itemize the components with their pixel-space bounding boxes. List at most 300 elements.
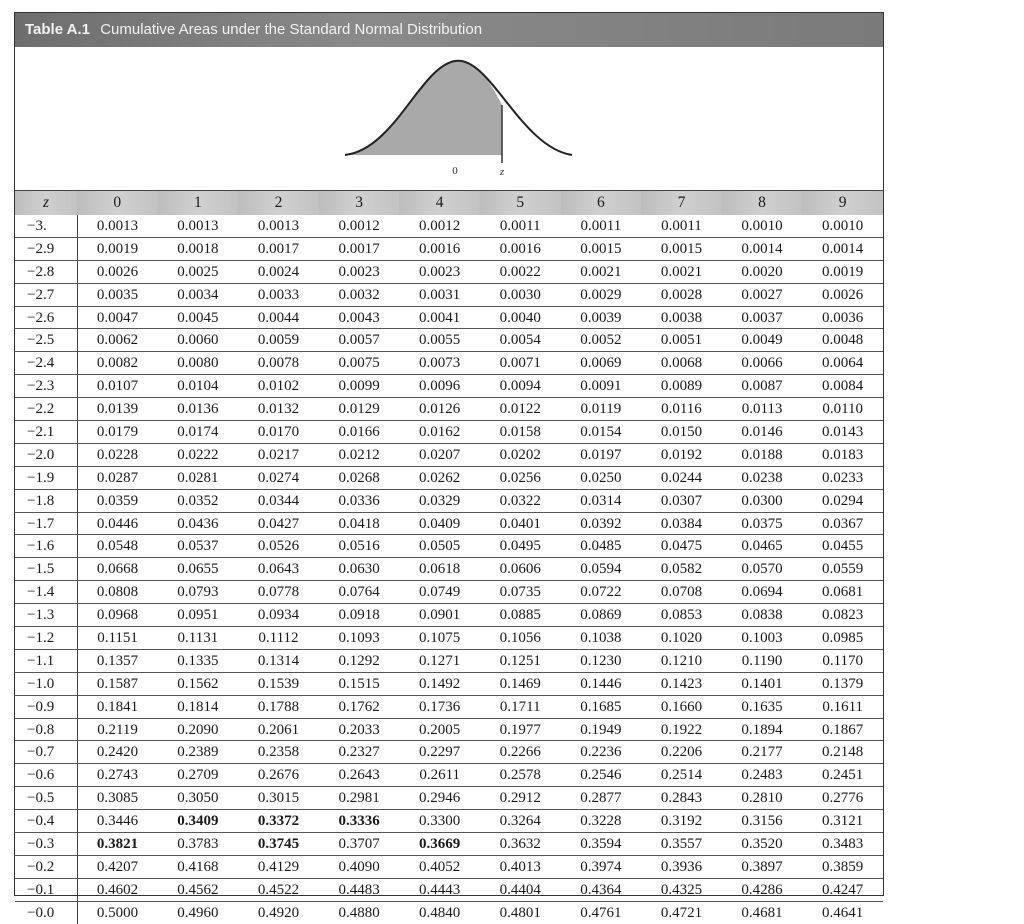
probability-cell: 0.0116 (641, 398, 722, 421)
probability-cell: 0.2578 (480, 764, 561, 787)
column-header-0: 0 (77, 191, 158, 215)
probability-cell: 0.4286 (722, 878, 803, 901)
probability-cell: 0.3372 (238, 810, 319, 833)
probability-cell: 0.1788 (238, 695, 319, 718)
probability-cell: 0.0367 (802, 512, 883, 535)
probability-cell: 0.0044 (238, 306, 319, 329)
probability-cell: 0.1003 (722, 627, 803, 650)
probability-cell: 0.0233 (802, 466, 883, 489)
probability-cell: 0.0060 (158, 329, 239, 352)
probability-cell: 0.2877 (561, 787, 642, 810)
probability-cell: 0.0099 (319, 375, 400, 398)
probability-cell: 0.0778 (238, 581, 319, 604)
z-value-cell: −2.8 (15, 260, 77, 283)
probability-cell: 0.3821 (77, 833, 158, 856)
probability-cell: 0.0011 (480, 215, 561, 237)
probability-cell: 0.0838 (722, 604, 803, 627)
probability-cell: 0.0013 (238, 215, 319, 237)
probability-cell: 0.0749 (399, 581, 480, 604)
probability-cell: 0.0028 (641, 283, 722, 306)
probability-cell: 0.0015 (561, 237, 642, 260)
probability-cell: 0.0010 (722, 215, 803, 237)
normal-curve-diagram (15, 47, 882, 190)
probability-cell: 0.0012 (399, 215, 480, 237)
probability-cell: 0.0694 (722, 581, 803, 604)
probability-cell: 0.3483 (802, 833, 883, 856)
column-header-4: 4 (399, 191, 480, 215)
z-value-cell: −0.9 (15, 695, 77, 718)
probability-cell: 0.0537 (158, 535, 239, 558)
column-header-1: 1 (158, 191, 239, 215)
probability-cell: 0.0548 (77, 535, 158, 558)
probability-cell: 0.0281 (158, 466, 239, 489)
zero-axis-label: 0 (452, 165, 458, 177)
probability-cell: 0.2981 (319, 787, 400, 810)
probability-cell: 0.1867 (802, 718, 883, 741)
probability-cell: 0.0150 (641, 421, 722, 444)
probability-cell: 0.4522 (238, 878, 319, 901)
probability-cell: 0.1660 (641, 695, 722, 718)
probability-cell: 0.2389 (158, 741, 239, 764)
table-row (15, 466, 883, 489)
normal-table (15, 191, 883, 924)
z-value-cell: −1.4 (15, 581, 77, 604)
probability-cell: 0.0048 (802, 329, 883, 352)
probability-cell: 0.2327 (319, 741, 400, 764)
probability-cell: 0.3264 (480, 810, 561, 833)
probability-cell: 0.0012 (319, 215, 400, 237)
probability-cell: 0.1292 (319, 649, 400, 672)
table-row (15, 329, 883, 352)
probability-cell: 0.3192 (641, 810, 722, 833)
probability-cell: 0.4129 (238, 855, 319, 878)
probability-cell: 0.0401 (480, 512, 561, 535)
probability-cell: 0.0329 (399, 489, 480, 512)
probability-cell: 0.0049 (722, 329, 803, 352)
probability-cell: 0.0078 (238, 352, 319, 375)
column-header-7: 7 (641, 191, 722, 215)
probability-cell: 0.1170 (802, 649, 883, 672)
probability-cell: 0.2420 (77, 741, 158, 764)
probability-cell: 0.0091 (561, 375, 642, 398)
probability-cell: 0.0307 (641, 489, 722, 512)
probability-cell: 0.0485 (561, 535, 642, 558)
probability-cell: 0.2236 (561, 741, 642, 764)
probability-cell: 0.0087 (722, 375, 803, 398)
probability-cell: 0.0062 (77, 329, 158, 352)
probability-cell: 0.4761 (580, 904, 622, 921)
probability-cell: 0.0764 (319, 581, 400, 604)
z-value-cell: −0.8 (15, 718, 77, 741)
probability-cell: 0.0475 (641, 535, 722, 558)
table-row (15, 855, 883, 878)
table-row (15, 535, 883, 558)
probability-cell: 0.4325 (641, 878, 722, 901)
probability-cell: 0.0170 (238, 421, 319, 444)
table-row (15, 810, 883, 833)
probability-cell: 0.1711 (480, 695, 561, 718)
probability-cell: 0.1762 (319, 695, 400, 718)
probability-cell: 0.0036 (802, 306, 883, 329)
table-row (15, 260, 883, 283)
probability-cell: 0.0708 (641, 581, 722, 604)
probability-cell: 0.1611 (802, 695, 883, 718)
table-row (15, 512, 883, 535)
probability-cell: 0.0455 (802, 535, 883, 558)
probability-cell: 0.1736 (399, 695, 480, 718)
probability-cell: 0.0238 (722, 466, 803, 489)
probability-cell: 0.3859 (802, 855, 883, 878)
probability-cell: 0.0968 (77, 604, 158, 627)
probability-cell: 0.1539 (238, 672, 319, 695)
table-row (15, 672, 883, 695)
probability-cell: 0.0183 (802, 443, 883, 466)
probability-cell: 0.0139 (77, 398, 158, 421)
z-value-cell: −0.1 (15, 878, 77, 901)
probability-cell: 0.1469 (480, 672, 561, 695)
probability-cell: 0.4090 (319, 855, 400, 878)
probability-cell: 0.0119 (561, 398, 642, 421)
z-value-cell: −0.3 (15, 833, 77, 856)
probability-cell: 0.3520 (722, 833, 803, 856)
probability-cell: 0.0082 (77, 352, 158, 375)
probability-cell: 0.0126 (399, 398, 480, 421)
probability-cell: 0.1056 (480, 627, 561, 650)
probability-cell: 0.0793 (158, 581, 239, 604)
probability-cell: 0.1075 (399, 627, 480, 650)
probability-cell: 0.0207 (399, 443, 480, 466)
table-row (15, 627, 883, 650)
probability-cell: 0.3085 (77, 787, 158, 810)
probability-cell: 0.1515 (319, 672, 400, 695)
probability-cell: 0.3300 (399, 810, 480, 833)
probability-cell: 0.0027 (722, 283, 803, 306)
probability-cell: 0.0154 (561, 421, 642, 444)
probability-cell: 0.0222 (158, 443, 239, 466)
probability-cell: 0.0014 (722, 237, 803, 260)
probability-cell: 0.0080 (158, 352, 239, 375)
probability-cell: 0.4168 (158, 855, 239, 878)
table-row (15, 283, 883, 306)
probability-cell: 0.0073 (399, 352, 480, 375)
probability-cell: 0.0015 (641, 237, 722, 260)
probability-cell: 0.1131 (158, 627, 239, 650)
probability-cell: 0.0418 (319, 512, 400, 535)
z-value-cell: −1.9 (15, 466, 77, 489)
probability-cell: 0.2206 (641, 741, 722, 764)
z-value-cell: −2.9 (15, 237, 77, 260)
probability-cell: 0.2676 (238, 764, 319, 787)
table-title: Cumulative Areas under the Standard Normal Distribution (100, 21, 483, 38)
z-value-cell: −1.5 (15, 558, 77, 581)
probability-cell: 0.2776 (802, 787, 883, 810)
probability-cell: 0.0110 (802, 398, 883, 421)
probability-cell: 0.0113 (722, 398, 803, 421)
probability-cell: 0.0465 (722, 535, 803, 558)
probability-cell: 0.0268 (319, 466, 400, 489)
probability-cell: 0.0174 (158, 421, 239, 444)
probability-cell: 0.4681 (741, 904, 783, 921)
table-row (15, 398, 883, 421)
probability-cell: 0.4364 (561, 878, 642, 901)
probability-cell: 0.2061 (238, 718, 319, 741)
z-value-cell: −0.4 (15, 810, 77, 833)
probability-cell: 0.2843 (641, 787, 722, 810)
probability-cell: 0.1587 (77, 672, 158, 695)
probability-cell: 0.2177 (722, 741, 803, 764)
probability-cell: 0.3594 (561, 833, 642, 856)
probability-cell: 0.0038 (641, 306, 722, 329)
table-row (15, 878, 883, 901)
probability-cell: 0.0017 (238, 237, 319, 260)
probability-cell: 0.0934 (238, 604, 319, 627)
probability-cell: 0.0019 (802, 260, 883, 283)
table-row (15, 237, 883, 260)
probability-cell: 0.0250 (561, 466, 642, 489)
probability-cell: 0.0019 (77, 237, 158, 260)
probability-cell: 0.1230 (561, 649, 642, 672)
probability-cell: 0.4562 (158, 878, 239, 901)
probability-cell: 0.4052 (399, 855, 480, 878)
probability-cell: 0.3336 (319, 810, 400, 833)
probability-cell: 0.2005 (399, 718, 480, 741)
probability-cell: 0.0192 (641, 443, 722, 466)
probability-cell: 0.0985 (802, 627, 883, 650)
probability-cell: 0.0055 (399, 329, 480, 352)
column-header-2: 2 (238, 191, 319, 215)
probability-cell: 0.1038 (561, 627, 642, 650)
probability-cell: 0.1401 (722, 672, 803, 695)
probability-cell: 0.0630 (319, 558, 400, 581)
probability-cell: 0.0136 (158, 398, 239, 421)
table-row (15, 306, 883, 329)
probability-cell: 0.1020 (641, 627, 722, 650)
probability-cell: 0.3974 (561, 855, 642, 878)
probability-cell: 0.2611 (399, 764, 480, 787)
probability-cell: 0.0011 (641, 215, 722, 237)
probability-cell: 0.0071 (480, 352, 561, 375)
table-frame (14, 12, 884, 921)
probability-cell: 0.1894 (722, 718, 803, 741)
probability-cell: 0.0022 (480, 260, 561, 283)
probability-cell: 0.0526 (238, 535, 319, 558)
probability-cell: 0.0026 (802, 283, 883, 306)
probability-cell: 0.0735 (480, 581, 561, 604)
probability-cell: 0.2119 (77, 718, 158, 741)
z-value-cell: −1.6 (15, 535, 77, 558)
z-value-cell: −0.2 (15, 855, 77, 878)
probability-cell: 0.0020 (722, 260, 803, 283)
z-value-cell: −2.1 (15, 421, 77, 444)
probability-cell: 0.0084 (802, 375, 883, 398)
table-row (15, 581, 883, 604)
probability-cell: 0.0075 (319, 352, 400, 375)
table-header-row (15, 191, 883, 215)
probability-cell: 0.3936 (641, 855, 722, 878)
probability-cell: 0.4404 (480, 878, 561, 901)
probability-cell: 0.0066 (722, 352, 803, 375)
probability-cell: 0.0606 (480, 558, 561, 581)
probability-cell: 0.2946 (399, 787, 480, 810)
probability-cell: 0.0016 (399, 237, 480, 260)
probability-cell: 0.4207 (77, 855, 158, 878)
table-row (15, 215, 883, 237)
probability-cell: 0.0025 (158, 260, 239, 283)
table-row (15, 764, 883, 787)
probability-cell: 0.1190 (722, 649, 803, 672)
probability-cell: 0.0446 (77, 512, 158, 535)
probability-cell: 0.0158 (480, 421, 561, 444)
probability-cell: 0.0039 (561, 306, 642, 329)
probability-cell: 0.1335 (158, 649, 239, 672)
probability-cell: 0.2810 (722, 787, 803, 810)
probability-cell: 0.0024 (238, 260, 319, 283)
table-row (15, 604, 883, 627)
z-value-cell: −0.7 (15, 741, 77, 764)
z-value-cell: −0.5 (15, 787, 77, 810)
probability-cell: 0.0104 (158, 375, 239, 398)
normal-curve-figure (15, 47, 883, 191)
probability-cell: 0.0010 (802, 215, 883, 237)
probability-cell: 0.0256 (480, 466, 561, 489)
probability-cell: 0.4801 (499, 904, 541, 921)
probability-cell: 0.0021 (641, 260, 722, 283)
probability-cell: 0.0668 (77, 558, 158, 581)
probability-cell: 0.0427 (238, 512, 319, 535)
probability-cell: 0.0037 (722, 306, 803, 329)
probability-cell: 0.0011 (561, 215, 642, 237)
probability-cell: 0.0722 (561, 581, 642, 604)
probability-cell: 0.2483 (722, 764, 803, 787)
probability-cell: 0.0179 (77, 421, 158, 444)
probability-cell: 0.2297 (399, 741, 480, 764)
probability-cell: 0.0132 (238, 398, 319, 421)
column-header-6: 6 (561, 191, 642, 215)
probability-cell: 0.3707 (319, 833, 400, 856)
column-header-9: 9 (802, 191, 883, 215)
probability-cell: 0.1492 (399, 672, 480, 695)
probability-cell: 0.2743 (77, 764, 158, 787)
table-row (15, 718, 883, 741)
probability-cell: 0.0021 (561, 260, 642, 283)
probability-cell: 0.0064 (802, 352, 883, 375)
probability-cell: 0.0287 (77, 466, 158, 489)
column-header-z: z (15, 191, 77, 215)
probability-cell: 0.0188 (722, 443, 803, 466)
probability-cell: 0.4840 (419, 904, 461, 921)
z-value-cell: −3. (15, 215, 77, 237)
probability-cell: 0.0359 (77, 489, 158, 512)
probability-cell: 0.0023 (319, 260, 400, 283)
column-header-5: 5 (480, 191, 561, 215)
probability-cell: 0.4483 (319, 878, 400, 901)
probability-cell: 0.0392 (561, 512, 642, 535)
probability-cell: 0.0122 (480, 398, 561, 421)
probability-cell: 0.1379 (802, 672, 883, 695)
probability-cell: 0.0516 (319, 535, 400, 558)
probability-cell: 0.0918 (319, 604, 400, 627)
probability-cell: 0.0018 (158, 237, 239, 260)
probability-cell: 0.3897 (722, 855, 803, 878)
probability-cell: 0.0582 (641, 558, 722, 581)
probability-cell: 0.0026 (77, 260, 158, 283)
probability-cell: 0.0013 (77, 215, 158, 237)
probability-cell: 0.3557 (641, 833, 722, 856)
probability-cell: 0.2546 (561, 764, 642, 787)
z-value-cell: −2.4 (15, 352, 77, 375)
probability-cell: 0.0094 (480, 375, 561, 398)
probability-cell: 0.0274 (238, 466, 319, 489)
probability-cell: 0.4641 (822, 904, 864, 921)
z-value-cell: −2.5 (15, 329, 77, 352)
probability-cell: 0.0352 (158, 489, 239, 512)
probability-cell: 0.0384 (641, 512, 722, 535)
probability-cell: 0.1977 (480, 718, 561, 741)
probability-cell: 0.0655 (158, 558, 239, 581)
probability-cell: 0.4602 (77, 878, 158, 901)
probability-cell: 0.3156 (722, 810, 803, 833)
probability-cell: 0.0040 (480, 306, 561, 329)
probability-cell: 0.0375 (722, 512, 803, 535)
probability-cell: 0.1093 (319, 627, 400, 650)
probability-cell: 0.0885 (480, 604, 561, 627)
column-header-3: 3 (319, 191, 400, 215)
probability-cell: 0.3446 (77, 810, 158, 833)
probability-cell: 0.4721 (660, 904, 703, 921)
probability-cell: 0.4920 (257, 904, 300, 921)
probability-cell: 0.0033 (238, 283, 319, 306)
table-row (15, 443, 883, 466)
table-row (15, 649, 883, 672)
table-row (15, 695, 883, 718)
table-title-bar (15, 13, 883, 47)
probability-cell: 0.0129 (319, 398, 400, 421)
probability-cell: 0.1423 (641, 672, 722, 695)
probability-cell: 0.1446 (561, 672, 642, 695)
table-label: Table A.1 (25, 21, 91, 38)
probability-cell: 0.0096 (399, 375, 480, 398)
z-value-cell: −1.3 (15, 604, 77, 627)
probability-cell: 0.5000 (96, 904, 139, 921)
probability-cell: 0.0643 (238, 558, 319, 581)
probability-cell: 0.0146 (722, 421, 803, 444)
probability-cell: 0.3669 (399, 833, 480, 856)
probability-cell: 0.1151 (77, 627, 158, 650)
table-row (15, 787, 883, 810)
probability-cell: 0.0336 (319, 489, 400, 512)
probability-cell: 0.0069 (561, 352, 642, 375)
probability-cell: 0.1112 (238, 627, 319, 650)
probability-cell: 0.4443 (399, 878, 480, 901)
probability-cell: 0.2033 (319, 718, 400, 741)
probability-cell: 0.0901 (399, 604, 480, 627)
probability-cell: 0.0057 (319, 329, 400, 352)
probability-cell: 0.0294 (802, 489, 883, 512)
probability-cell: 0.0559 (802, 558, 883, 581)
probability-cell: 0.1314 (238, 649, 319, 672)
probability-cell: 0.3409 (158, 810, 239, 833)
probability-cell: 0.1814 (158, 695, 239, 718)
probability-cell: 0.0197 (561, 443, 642, 466)
probability-cell: 0.0228 (77, 443, 158, 466)
probability-cell: 0.0262 (399, 466, 480, 489)
probability-cell: 0.0017 (319, 237, 400, 260)
probability-cell: 0.0089 (641, 375, 722, 398)
probability-cell: 0.1841 (77, 695, 158, 718)
probability-cell: 0.4880 (338, 904, 380, 921)
probability-cell: 0.0047 (77, 306, 158, 329)
table-row (15, 833, 883, 856)
